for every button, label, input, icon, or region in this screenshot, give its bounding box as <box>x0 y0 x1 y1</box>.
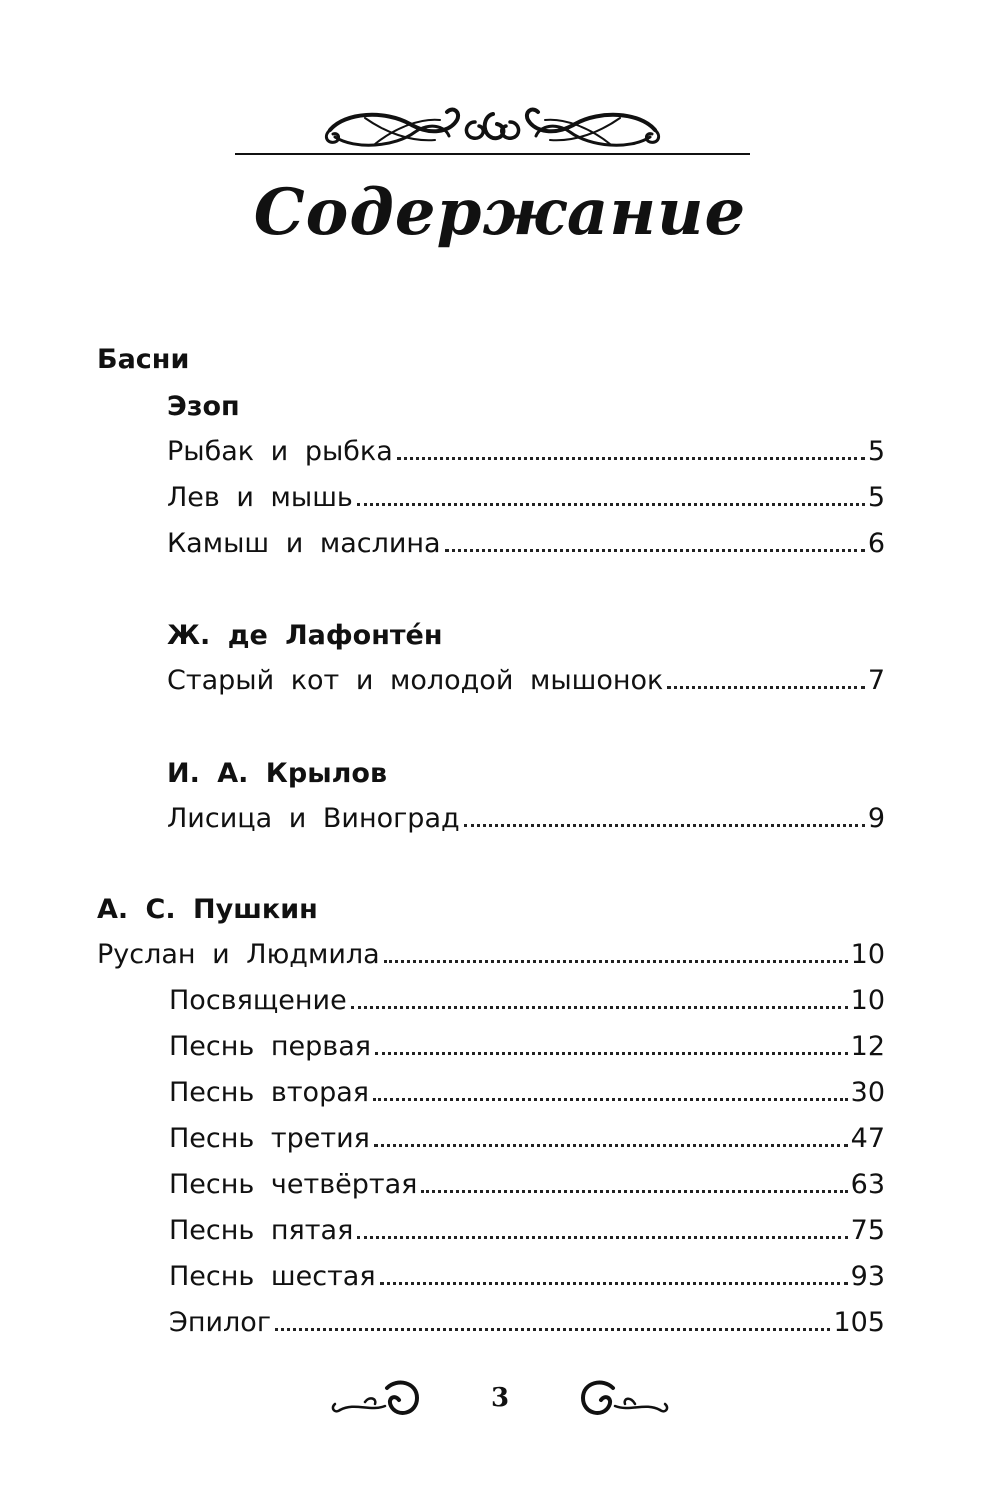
entry-title: Песнь шестая <box>169 1261 376 1292</box>
entry-title: Песнь четвёртая <box>169 1169 418 1200</box>
entry-title: Рыбак и рыбка <box>167 436 393 467</box>
dot-leader <box>397 457 865 460</box>
entry-page-number: 5 <box>867 436 885 467</box>
toc-entry[interactable] <box>169 1306 885 1340</box>
dot-leader <box>374 1144 848 1147</box>
entry-page-number: 75 <box>850 1215 885 1246</box>
toc-entry[interactable] <box>169 984 885 1018</box>
section-heading-basni: Басни <box>97 344 190 375</box>
toc-entry[interactable] <box>169 1030 885 1064</box>
right-swirl-icon <box>575 1368 675 1428</box>
dot-leader <box>421 1190 847 1193</box>
entry-page-number: 63 <box>850 1169 885 1200</box>
toc-entry-poem[interactable] <box>97 938 885 972</box>
toc-entry[interactable] <box>169 1260 885 1294</box>
entry-title: Камыш и маслина <box>167 528 441 559</box>
dot-leader <box>380 1282 848 1285</box>
toc-entry[interactable] <box>169 1122 885 1156</box>
toc-entry[interactable] <box>169 1214 885 1248</box>
entry-title: Песнь вторая <box>169 1077 369 1108</box>
author-heading-lafontaine: Ж. де Лафонте́н <box>167 620 443 651</box>
left-swirl-icon <box>325 1368 425 1428</box>
entry-title: Лев и мышь <box>167 482 353 513</box>
page-footer <box>325 1368 675 1428</box>
entry-page-number: 47 <box>850 1123 885 1154</box>
entry-title: Песнь первая <box>169 1031 372 1062</box>
toc-entry[interactable] <box>169 1168 885 1202</box>
dot-leader <box>357 1236 847 1239</box>
toc-entry[interactable] <box>167 802 885 836</box>
entry-page-number: 105 <box>833 1307 885 1338</box>
dot-leader <box>384 960 848 963</box>
entry-page-number: 10 <box>850 939 885 970</box>
entry-page-number: 6 <box>867 528 885 559</box>
page-number: 3 <box>490 1383 510 1413</box>
author-heading-krylov: И. А. Крылов <box>167 758 388 789</box>
entry-page-number: 10 <box>850 985 885 1016</box>
toc-entry[interactable] <box>167 435 885 469</box>
entry-title: Руслан и Людмила <box>97 939 380 970</box>
dot-leader <box>275 1328 830 1331</box>
entry-title: Эпилог <box>169 1307 272 1338</box>
dot-leader <box>445 549 865 552</box>
entry-page-number: 7 <box>867 665 885 696</box>
entry-page-number: 30 <box>850 1077 885 1108</box>
toc-entry[interactable] <box>167 481 885 515</box>
entry-page-number: 93 <box>850 1261 885 1292</box>
author-heading-ezop: Эзоп <box>167 391 240 422</box>
dot-leader <box>464 824 865 827</box>
entry-title: Лисица и Виноград <box>167 803 460 834</box>
toc-entry[interactable] <box>169 1076 885 1110</box>
dot-leader <box>351 1006 848 1009</box>
toc-entry[interactable] <box>167 664 885 698</box>
dot-leader <box>357 503 865 506</box>
page-title: Содержание <box>253 175 747 250</box>
dot-leader <box>375 1052 848 1055</box>
entry-title: Старый кот и молодой мышонок <box>167 665 664 696</box>
entry-page-number: 5 <box>867 482 885 513</box>
entry-title: Песнь пятая <box>169 1215 354 1246</box>
toc-entry[interactable] <box>167 527 885 561</box>
dot-leader <box>373 1098 848 1101</box>
entry-title: Посвящение <box>169 985 347 1016</box>
dot-leader <box>667 686 864 689</box>
entry-title: Песнь третия <box>169 1123 370 1154</box>
entry-page-number: 9 <box>867 803 885 834</box>
entry-page-number: 12 <box>850 1031 885 1062</box>
section-heading-pushkin: А. С. Пушкин <box>97 894 318 925</box>
